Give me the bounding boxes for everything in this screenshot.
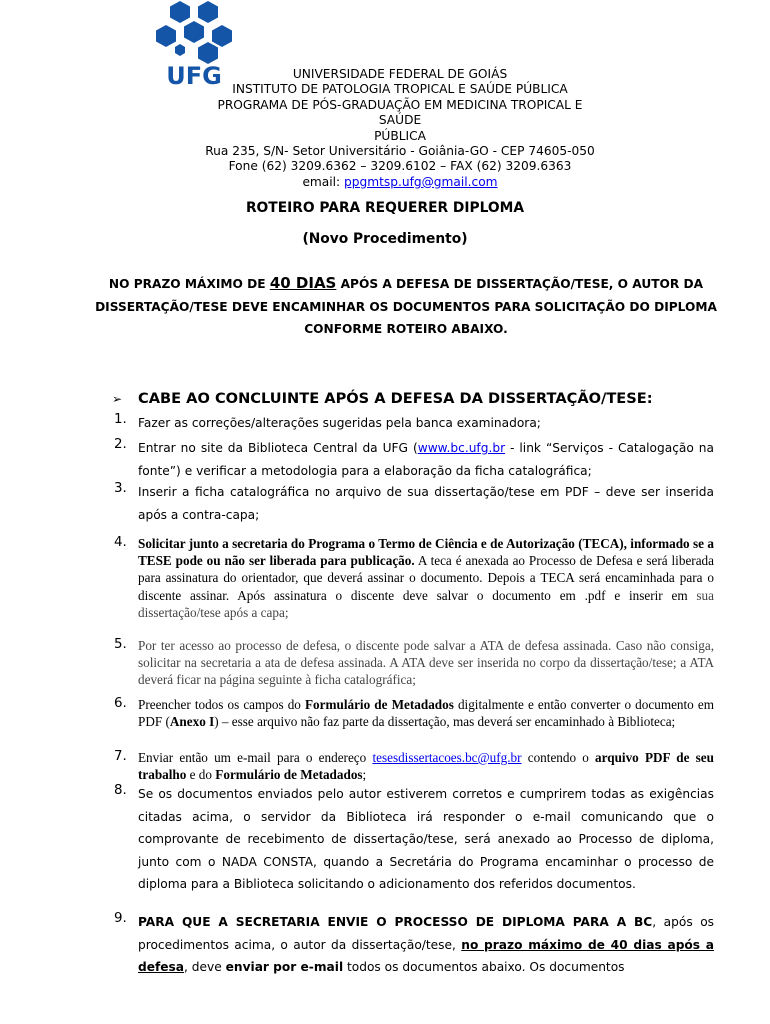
item-text-bold: arquivo PDF de seu trabalho [138, 750, 714, 783]
item-text-part: ; [362, 767, 367, 783]
header-phone: Fone (62) 3209.6362 – 3209.6102 – FAX (62) 3209.6363 [228, 159, 572, 174]
institution-header [200, 67, 600, 190]
item-text [138, 437, 714, 482]
library-email-link[interactable]: tesesdissertacoes.bc@ufg.br [372, 750, 522, 765]
item-text-part: Entrar no site da Biblioteca Central da UFG ( [138, 441, 418, 455]
item-text-part: e do [186, 767, 216, 783]
item-text: Por ter acesso ao processo de defesa, o discente pode salvar a ATA de defesa assinada. Caso não consiga, solicitar na secretaria a ata de defesa assinada. A ATA deve ser inserida no corpo da dissertação/tese; a ATA deverá ficar na página seguinte à ficha catalográfica; [138, 638, 714, 688]
item-number: 7. [114, 749, 127, 764]
library-site-link[interactable]: www.bc.ufg.br [417, 441, 506, 455]
item-text-bold: Solicitar junto a secretaria do Programa o Termo de Ciência e de Autorização (TECA), informado se a TESE pode ou não ser liberada para publicação. [138, 536, 714, 569]
item-text-bold-underline: no prazo máximo de 40 dias após a defesa [138, 937, 714, 974]
item-text [138, 911, 714, 979]
item-text-part: Preencher todos os campos do [138, 697, 305, 712]
intro-text-2: APÓS A DEFESA DE DISSERTAÇÃO/TESE, O AUTOR DA DISSERTAÇÃO/TESE DEVE ENCAMINHAR OS DOCUMENTOS PARA SOLICITAÇÃO DO DIPLOMA CONFORME ROTEIRO ABAIXO. [95, 277, 717, 336]
item-text-bold: Formulário de Metadados [215, 767, 363, 783]
email-label: email: [302, 174, 341, 189]
header-program: PROGRAMA DE PÓS-GRADUAÇÃO EM MEDICINA TROPICAL E SAÚDE [217, 97, 583, 128]
item-text-part: contendo o [521, 750, 596, 765]
header-university: UNIVERSIDADE FEDERAL DE GOIÁS [292, 67, 508, 81]
item-text-part: ) – esse arquivo não faz parte da dissertação, mas deverá ser encaminhado à Biblioteca; [214, 714, 676, 730]
item-text: Fazer as correções/alterações sugeridas pela banca examinadora; [138, 416, 541, 430]
item-text-part: , após os procedimentos acima, o autor da dissertação/tese, [138, 915, 714, 952]
item-text [138, 749, 714, 783]
header-institute: INSTITUTO DE PATOLOGIA TROPICAL E SAÚDE PÚBLICA [232, 82, 568, 97]
item-text: Se os documentos enviados pelo autor estiverem corretos e cumprirem todas as exigências citadas acima, o servidor da Biblioteca irá responder o e-mail comunicando que o comprovante de recebimento de dissertação/tese, será anexado ao Processo de diploma, junto com o NADA CONSTA, quando a Secretária do Programa encaminhar o processo de diploma para a Biblioteca solicitando o adicionamento dos referidos documentos. [138, 787, 714, 891]
intro-highlight: 40 DIAS [269, 274, 337, 292]
item-number: 5. [114, 637, 127, 652]
item-text: Inserir a ficha catalográfica no arquivo de sua dissertação/tese em PDF – deve ser inserida após a contra-capa; [138, 485, 714, 522]
header-program-cont: PÚBLICA [374, 128, 426, 143]
item-text-bold: Anexo I [169, 714, 215, 730]
item-number: 6. [114, 696, 127, 711]
item-number: 2. [114, 437, 127, 452]
item-text [138, 535, 714, 621]
email-link[interactable]: ppgmtsp.ufg@gmail.com [344, 174, 498, 189]
page-subtitle: (Novo Procedimento) [302, 231, 468, 247]
header-address: Rua 235, S/N- Setor Universitário - Goiânia-GO - CEP 74605-050 [205, 144, 595, 159]
page-title: ROTEIRO PARA REQUERER DIPLOMA [245, 200, 525, 216]
item-text-part: A teca é anexada ao Processo de Defesa e será liberada para assinatura do orientador, que deverá assinar o documento. Depois a TECA será encaminhada para o discente assinar. Após assinatura o discente deve salvar o documento em .pdf e inserir em [138, 553, 714, 603]
item-number: 8. [114, 783, 127, 798]
item-number: 9. [114, 911, 127, 926]
section-heading-text: CABE AO CONCLUINTE APÓS A DEFESA DA DISSERTAÇÃO/TESE: [138, 390, 653, 407]
section-heading [112, 390, 752, 407]
item-number: 3. [114, 481, 127, 496]
item-text-part: todos os documentos abaixo. Os documentos [343, 960, 625, 974]
item-text-bold: PARA QUE A SECRETARIA ENVIE O PROCESSO DE DIPLOMA PARA A BC [138, 915, 653, 929]
intro-paragraph [92, 272, 720, 341]
item-number: 1. [114, 412, 127, 427]
item-text-bold: enviar por e-mail [225, 960, 344, 974]
item-text-grey: sua dissertação/tese após a capa; [138, 587, 714, 620]
item-text-part: digitalmente e então converter o documento em PDF ( [138, 697, 714, 730]
item-text-part: Enviar então um e-mail para o endereço [138, 750, 373, 765]
intro-text-1: NO PRAZO MÁXIMO DE [108, 277, 270, 291]
ufg-logo-text: UFG [166, 62, 222, 90]
item-text [138, 696, 714, 730]
item-text-bold: Formulário de Metadados [305, 697, 454, 712]
item-number: 4. [114, 535, 127, 550]
arrow-bullet-icon: ➢ [112, 392, 123, 406]
header-email-line [200, 175, 600, 190]
item-text-part: - link “Serviços - Catalogação na fonte”) e verificar a metodologia para a elaboração da ficha catalográfica; [138, 441, 715, 478]
item-text-part: , deve [184, 960, 226, 974]
